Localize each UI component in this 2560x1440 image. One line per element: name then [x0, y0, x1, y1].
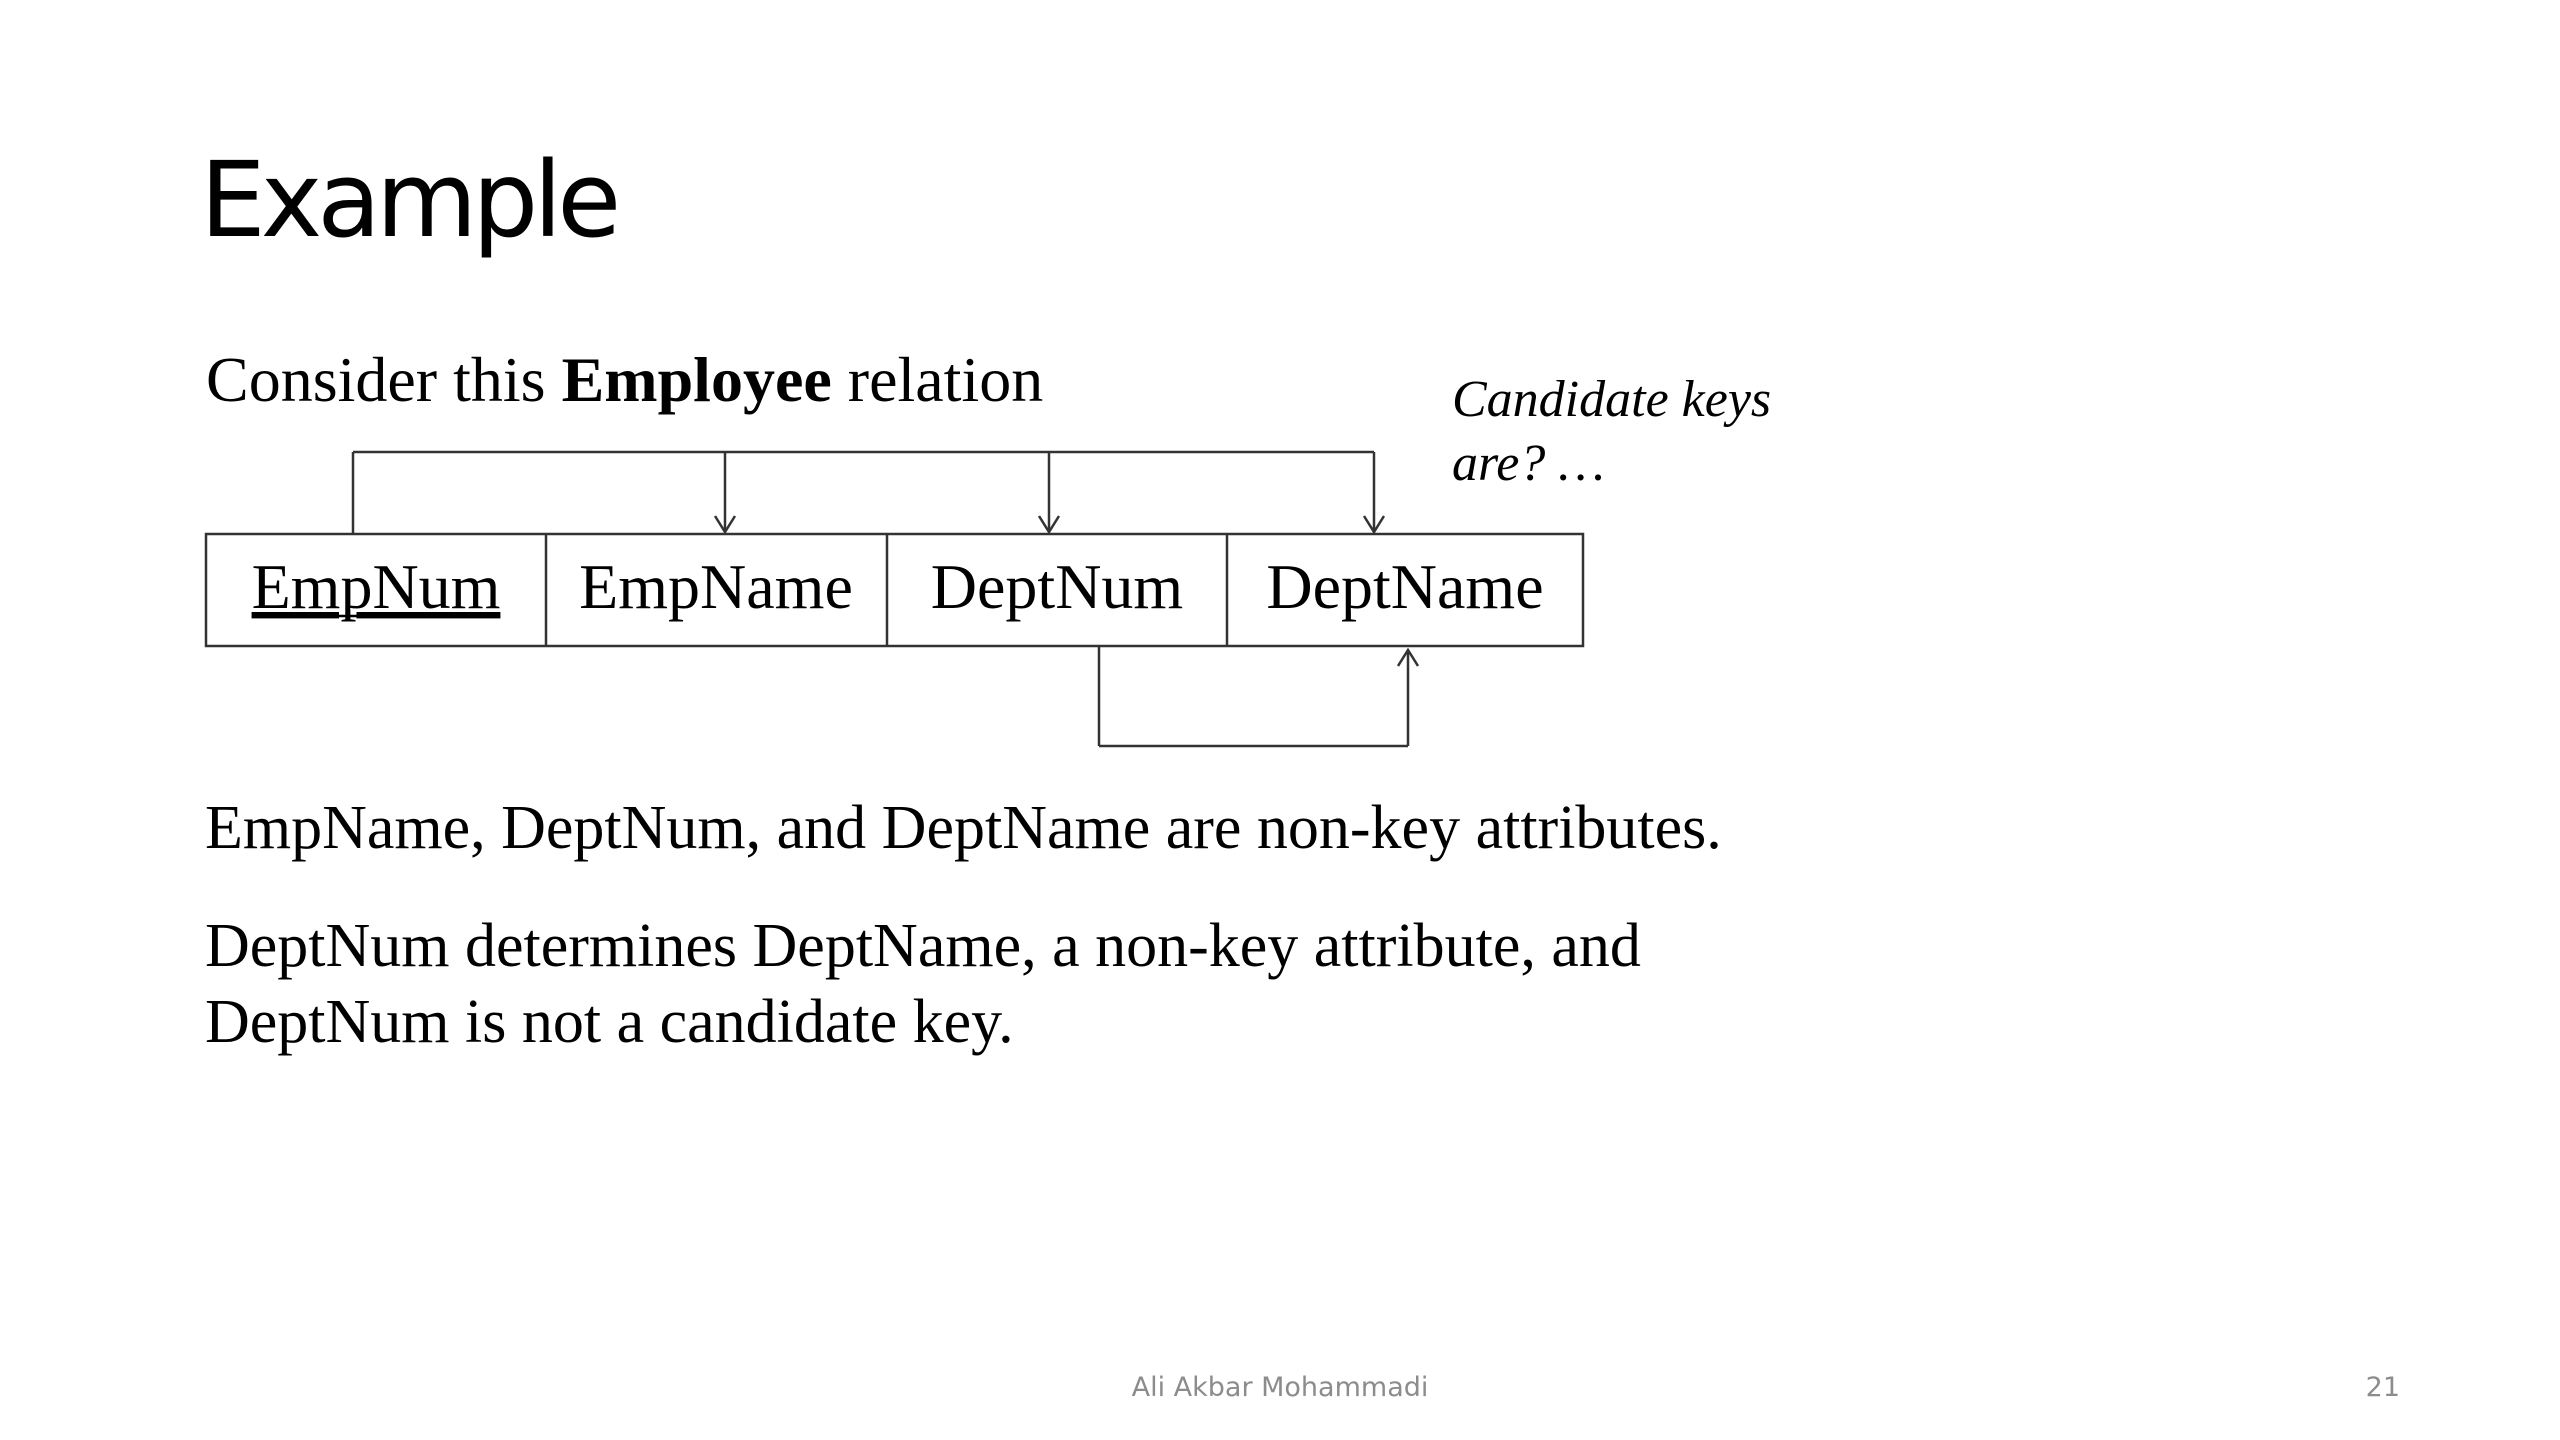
dependency-deptnum [1099, 646, 1418, 746]
attribute-deptname: DeptName [1266, 551, 1544, 622]
note-line-2: are? … [1452, 435, 1605, 492]
paragraph-line-1: DeptNum determines DeptName, a non-key attribute, and [205, 912, 1641, 980]
intro-before: Consider this [206, 344, 562, 415]
intro-relation-name: Employee [561, 344, 832, 415]
paragraph-deptnum-dependency [205, 908, 1641, 1060]
intro-after: relation [831, 344, 1044, 415]
slide-title: Example [200, 139, 617, 261]
attribute-empnum: EmpNum [251, 551, 501, 622]
paragraph-line-2: DeptNum is not a candidate key. [205, 988, 1014, 1056]
note-line-1: Candidate keys [1452, 371, 1772, 428]
paragraph-non-key-attributes: EmpName, DeptNum, and DeptName are non-key attributes. [205, 794, 1722, 862]
dependency-empnum [353, 452, 1374, 534]
footer-author: Ali Akbar Mohammadi [1131, 1372, 1429, 1403]
page-number: 21 [2365, 1372, 2400, 1403]
attribute-empname: EmpName [579, 551, 853, 622]
attribute-deptnum: DeptNum [930, 551, 1184, 622]
